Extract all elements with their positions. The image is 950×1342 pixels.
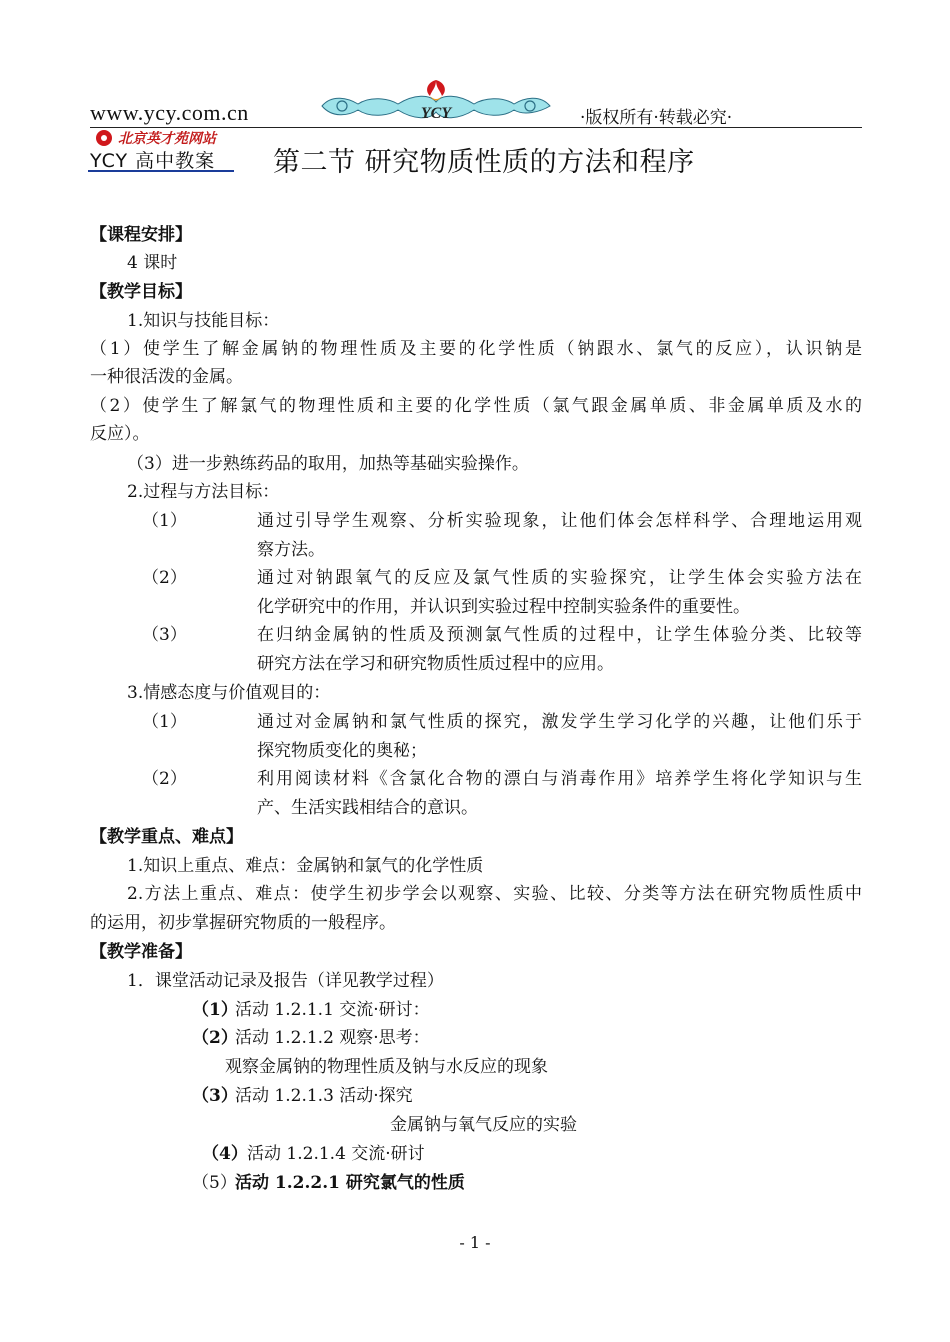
knowledge-goal-1-line1: （1）使学生了解金属钠的物理性质及主要的化学性质（钠跟水、氯气的反应），认识钠是 xyxy=(90,339,862,359)
activity-3: 活动 1.2.1.3 活动·探究 xyxy=(235,1086,413,1106)
emotion-item-1-line2: 探究物质变化的奥秘； xyxy=(257,741,427,761)
process-item-2-line1: 通过对钠跟氧气的反应及氯气性质的实验探究，让学生体会实验方法在 xyxy=(257,568,862,588)
emotion-goal-heading: 3.情感态度与价值观目的： xyxy=(127,683,331,703)
section-heading-schedule: 【课程安排】 xyxy=(90,225,192,245)
flower-icon xyxy=(92,128,116,148)
logo-text: YCY xyxy=(420,105,452,122)
key-point-1: 1.知识上重点、难点：金属钠和氯气的化学性质 xyxy=(127,856,484,876)
process-item-2-number: （2） xyxy=(142,568,187,588)
activity-3-number: （3） xyxy=(192,1086,238,1106)
emotion-item-2-line1: 利用阅读材料《含氯化合物的漂白与消毒作用》培养学生将化学知识与生 xyxy=(257,769,862,789)
site-url[interactable]: www.ycy.com.cn xyxy=(90,100,249,125)
knowledge-goal-heading: 1.知识与技能目标： xyxy=(127,311,280,331)
knowledge-goal-2-line2: 反应）。 xyxy=(90,424,150,444)
process-item-1-line2: 察方法。 xyxy=(257,540,325,560)
copyright-notice: ·版权所有·转载必究· xyxy=(580,108,733,128)
section-heading-goals: 【教学目标】 xyxy=(90,282,192,302)
schedule-text: 4 课时 xyxy=(127,253,178,273)
activity-2-description: 观察金属钠的物理性质及钠与水反应的现象 xyxy=(225,1057,548,1077)
activity-2: 活动 1.2.1.2 观察·思考： xyxy=(235,1028,430,1048)
activity-1-number: （1） xyxy=(192,1000,238,1020)
key-point-2-line2: 的运用，初步掌握研究物质的一般程序。 xyxy=(90,913,396,933)
process-item-3-line2: 研究方法在学习和研究物质性质过程中的应用。 xyxy=(257,654,614,674)
emotion-item-2-line2: 产、生活实践相结合的意识。 xyxy=(257,798,478,818)
activity-5-number: （5） xyxy=(192,1173,237,1193)
brand-underline xyxy=(88,170,234,172)
brand-subtitle: YCY 高中教案 xyxy=(90,150,216,172)
process-goal-heading: 2.过程与方法目标： xyxy=(127,482,280,502)
emotion-item-1-number: （1） xyxy=(142,712,187,732)
knowledge-goal-2-line1: （2）使学生了解氯气的物理性质和主要的化学性质（氯气跟金属单质、非金属单质及水的 xyxy=(90,396,862,416)
activity-4-number: （4） xyxy=(202,1144,248,1164)
brand-site-name: 北京英才苑网站 xyxy=(118,131,216,147)
ycy-cloud-logo xyxy=(318,76,554,124)
section-heading-prep: 【教学准备】 xyxy=(90,942,192,962)
activity-4: 活动 1.2.1.4 交流·研讨 xyxy=(247,1144,425,1164)
emotion-item-2-number: （2） xyxy=(142,769,187,789)
page-number: - 1 - xyxy=(459,1233,491,1252)
knowledge-goal-1-line2: 一种很活泼的金属。 xyxy=(90,367,243,387)
process-item-2-line2: 化学研究中的作用，并认识到实验过程中控制实验条件的重要性。 xyxy=(257,597,750,617)
activity-1: 活动 1.2.1.1 交流·研讨： xyxy=(235,1000,430,1020)
activity-5: 活动 1.2.2.1 研究氯气的性质 xyxy=(235,1173,465,1193)
emotion-item-1-line1: 通过对金属钠和氯气性质的探究，激发学生学习化学的兴趣，让他们乐于 xyxy=(257,712,862,732)
section-heading-key-points: 【教学重点、难点】 xyxy=(90,827,243,847)
process-item-3-number: （3） xyxy=(142,625,187,645)
prep-item-1: 1．课堂活动记录及报告（详见教学过程） xyxy=(127,971,444,991)
knowledge-goal-3: （3）进一步熟练药品的取用，加热等基础实验操作。 xyxy=(127,454,529,474)
page-title: 第二节 研究物质性质的方法和程序 xyxy=(273,147,695,178)
process-item-1-number: （1） xyxy=(142,511,187,531)
activity-3-description: 金属钠与氧气反应的实验 xyxy=(390,1115,577,1135)
process-item-3-line1: 在归纳金属钠的性质及预测氯气性质的过程中，让学生体验分类、比较等 xyxy=(257,625,862,645)
key-point-2-line1: 2.方法上重点、难点：使学生初步学会以观察、实验、比较、分类等方法在研究物质性质中 xyxy=(127,884,862,904)
activity-2-number: （2） xyxy=(192,1028,238,1048)
brand-badge xyxy=(88,128,236,174)
process-item-1-line1: 通过引导学生观察、分析实验现象，让他们体会怎样科学、合理地运用观 xyxy=(257,511,862,531)
